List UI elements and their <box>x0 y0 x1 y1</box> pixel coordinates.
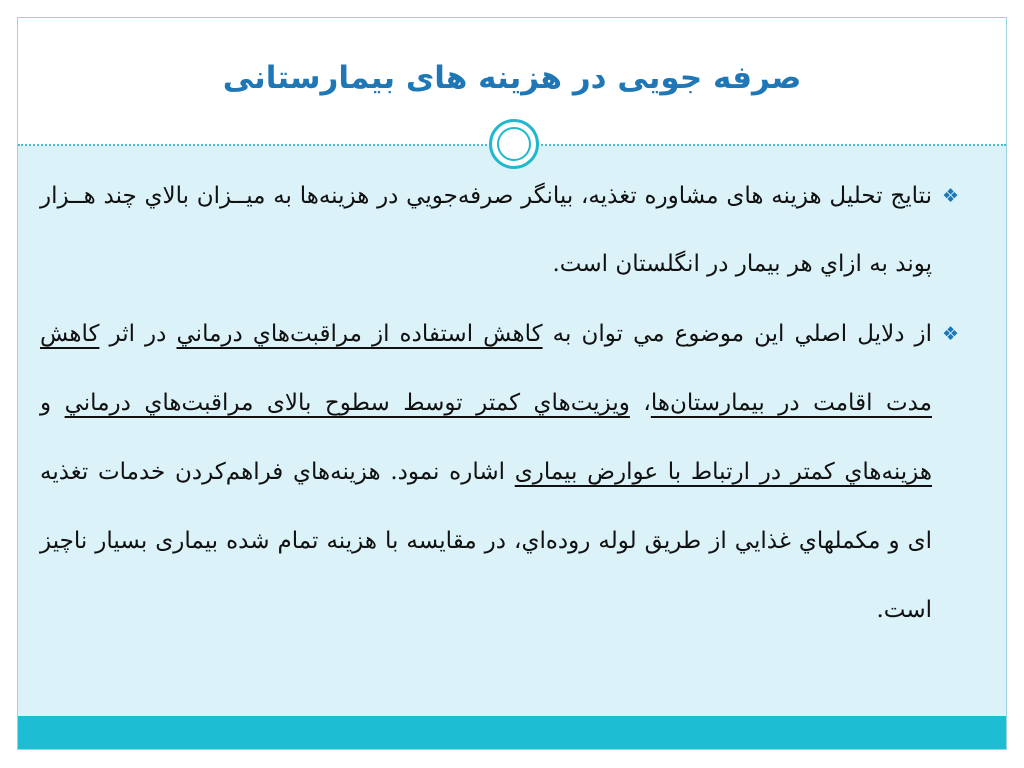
diamond-bullet-icon: ❖ <box>941 185 959 207</box>
paragraph-2-text-3: ، <box>629 390 651 416</box>
underlined-phrase-shorter-stay: كاهش مدت اقامت در بيمارستان‌ها <box>40 321 932 416</box>
paragraph-2-text-2: در اثر <box>99 321 177 347</box>
paragraph-2-text-4: و <box>40 390 65 416</box>
bullet-paragraph-2 <box>40 300 959 645</box>
paragraph-2-text-5: اشاره نمود. هزينه‌هاي فراهم‌كردن خدمات تغذيه ای و مكملهاي غذايي از طريق لوله روده‌اي، در مقايسه با هزينه تمام شده بيماری بسيار ناچيز است. <box>40 459 932 623</box>
paragraph-1-text: نتايج تحليل هزينه های مشاوره تغذيه، بيانگر صرفه‌جويي در هزينه‌ها به ميــزان بالاي چند هــزار پوند به ازاي هر بيمار در انگلستان است. <box>40 183 932 277</box>
bullet-paragraph-1 <box>40 162 959 298</box>
diamond-bullet-icon: ❖ <box>941 323 959 345</box>
bottom-band <box>18 716 1006 749</box>
slide-title: صرفه جويی در هزينه های بيمارستانی <box>222 60 802 96</box>
paragraph-2-text-1: از دلايل اصلي اين موضوع مي توان به <box>542 321 933 347</box>
underlined-phrase-fewer-visits: ويزيت‌هاي كمتر توسط سطوح بالای مراقبت‌هاي درماني <box>64 390 630 416</box>
underlined-phrase-reduced-care: كاهش استفاده از مراقبت‌هاي درماني <box>176 321 543 347</box>
slide-body <box>40 162 959 645</box>
circle-ornament-inner <box>497 127 531 161</box>
underlined-phrase-lower-costs: هزينه‌هاي كمتر در ارتباط با عوارض بيماری <box>514 459 932 485</box>
